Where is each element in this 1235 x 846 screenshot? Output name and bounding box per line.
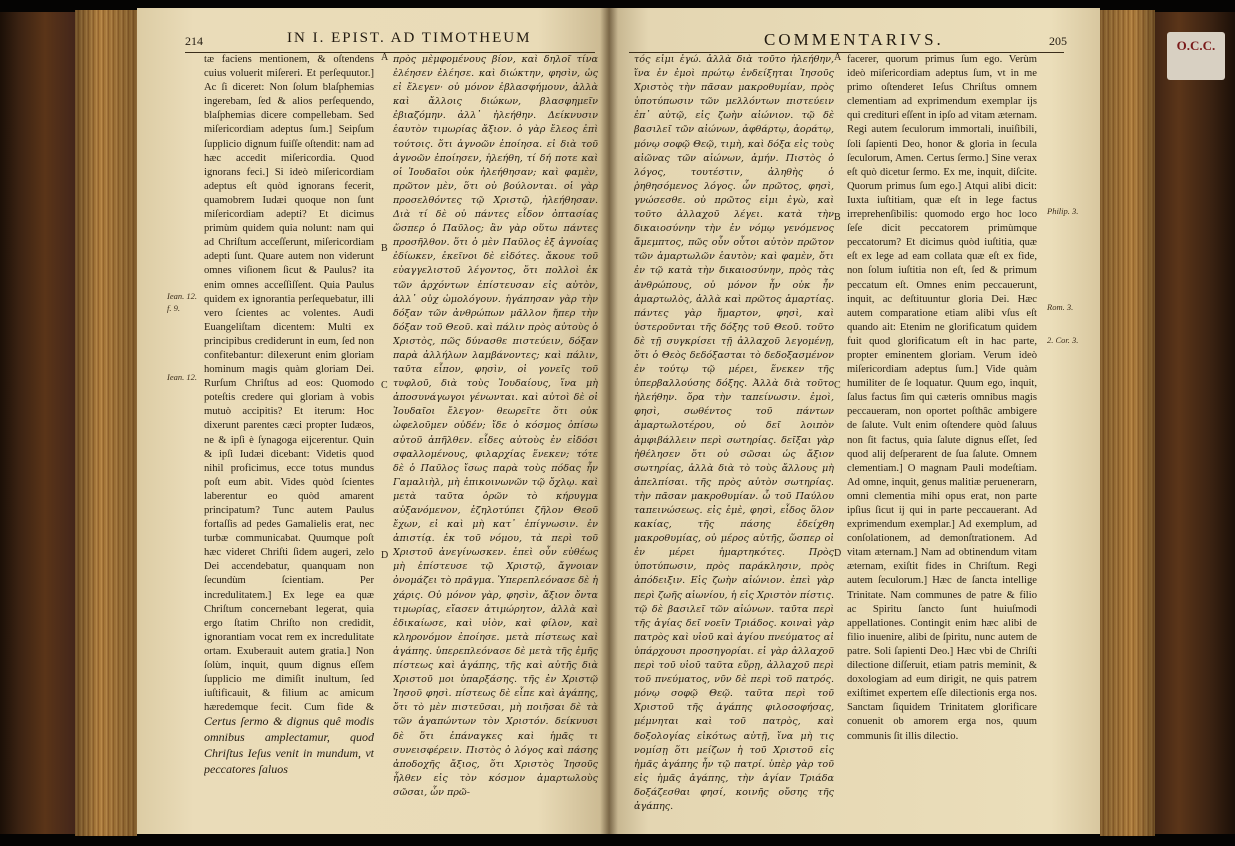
greek-column [634,53,834,818]
margin-note: f. 9. [167,303,180,313]
latin-closing-text: Certus ſermo & dignus quê modis omnibus amplectamur, quod Chriſtus Ieſus venit in mundum, vt peccatores ſaluos [204,714,374,776]
section-letter-a: A [381,52,389,63]
left-page [137,8,609,834]
section-letter-a: A [834,52,842,63]
right-page [609,8,1100,834]
latin-column [847,53,1037,823]
page-number: 214 [185,34,203,48]
left-edge-shade [75,10,137,836]
running-head: COMMENTARIVS. [764,30,944,49]
section-letter-c: C [381,380,388,391]
margin-note: 2. Cor. 3. [1047,335,1079,345]
right-cover-board [1155,12,1235,834]
shelf-label: O.C.C. [1167,32,1225,80]
page-number: 205 [1049,34,1067,48]
section-letter-b: B [381,243,388,254]
right-edge-shade [1100,10,1155,836]
book-gutter [600,8,618,834]
greek-column [393,53,598,818]
greek-text: τός εἰμι ἐγώ. ἀλλὰ διὰ τοῦτο ἠλεήθην, ἵνα ἐν ἐμοὶ πρώτῳ ἐνδείξηται Ἰησοῦς Χριστὸς τὴν πᾶσαν μακροθυμίαν, πρὸς ὑποτύπωσιν τῶν μελλόντων πιστεύειν ἐπ᾽ αὐτῷ, εἰς ζωὴν αἰώνιον. τῷ δὲ βασιλεῖ τῶν αἰώνων, ἀφθάρτῳ, ἀοράτῳ, μόνῳ σοφῷ Θεῷ, τιμὴ, καὶ δόξα εἰς τοὺς αἰῶνας τῶν αἰώνων, ἀμήν. Πιστὸς ὁ λόγος, τουτέστιν, ἀληθὴς ὁ ῥηθησόμενος λόγος. ὧν πρῶτος, φησὶ, γνώσεσθε. οὐ πρῶτος εἰμι ἐγὼ, καὶ τοῦτο ἀλλαχοῦ λέγει. κατὰ τὴν δικαιοσύνην τὴν ἐν νόμῳ γενόμενος ἄμεμπτος, πῶς οὖν οὗτοι αὐτὸν πρῶτον τῶν ἁμαρτωλῶν ἑαυτὸν; καὶ φαμὲν, ὅτι ἐν τῷ κατὰ τὴν δικαιοσύνην, πρὸς τὰς ἀνθρώπους, οὐ μόνον ἦν οὐκ ἦν ἁμαρτωλὸς, ἀλλὰ καὶ πρῶτος ἁμαρτίας. πάντες γὰρ ἥμαρτον, φησὶ, καὶ ὑστεροῦνται τῆς δόξης τοῦ Θεοῦ. τοῦτο δὲ τῇ συγκρίσει τῇ ἀλλαχοῦ λεγομένῃ, ὅτι ὁ Θεὸς δεδόξασται τὸ δεδοξασμένον ἐν τούτῳ τῷ μέρει, ἕνεκεν τῆς ὑπερβαλλούσης δόξης. Ἀλλὰ διὰ τοῦτο ἠλεήθην. ὅρα τὴν ταπείνωσιν. ἐμοὶ, φησὶ, σωθέντος τοῦ πάντων ἁμαρτωλοτέρου, οὐ δεῖ λοιπὸν ἀμφιβάλλειν περὶ σωτηρίας. δεῖξαι γὰρ ἠθέλησεν ὅτι οὐ σῶσαι ὡς ἄξιον σωτηρίας, ἀλλὰ διὰ τὸ τοὺς ἄλλους μὴ ἀπελπίσαι. τῆς πρὸς αὐτὸν σωτηρίας. τὴν πᾶσαν μακροθυμίαν. ὦ τοῦ Παύλου ταπεινώσεως. εἰς ἐμὲ, φησὶ, εἶδος ὅλον κακίας, τῆς πάσης ἐδείχθη μακροθυμίας, οὐ μέρος αὐτῆς, ὥσπερ οἱ ἐν μέρει ἡμαρτηκότες. Πρὸς ὑποτύπωσιν, πρὸς παράκλησιν, πρὸς ἀπόδειξιν. Εἰς ζωὴν αἰώνιον. ἐπεὶ γὰρ περὶ ζωῆς αἰωνίου, ἡ εἰς Χριστὸν πίστις. τῷ δὲ βασιλεῖ τῶν αἰώνων. ταῦτα περὶ τῆς ἁγίας δεῖ νοεῖν Τριάδος. κοιναὶ γὰρ πατρὸς καὶ υἱοῦ καὶ ἁγίου πνεύματος αἱ ὑπάρχουσι προσηγορίαι. εἰ γὰρ ἀλλαχοῦ περὶ τοῦ υἱοῦ ταῦτα εὕρῃ, ἀλλαχοῦ περὶ τοῦ πνεύματος, νῦν δὲ περὶ τοῦ πατρός. μόνῳ σοφῷ Θεῷ. ταῦτα περὶ τοῦ Χριστοῦ τῆς ἀγάπης φιλοσοφήσας, μέμνηται καὶ τοῦ πατρὸς, καὶ δοξολογίας εἰκότως αὐτῇ, ἵνα μὴ τις νομίσῃ ὅτι μείζων ἡ τοῦ Χριστοῦ εἰς ἡμᾶς ἀγάπης ἦν τῷ πατρί. ὑπὲρ γὰρ τοῦ εἰς ἡμᾶς ἀγάπης, τὴν ἁγίαν Τριάδα δοξάζεσθαι φησί, κοινῆς οὔσης τῆς ἀγάπης. [634,54,834,812]
latin-text: tæ faciens mentionem, & oſtendens cuius voluerit miſereri. Et perſequutor.] Ac ſi diceret: Non ſolum blaſphemias ingerebam, ſed & alios perſequendo, blaſphemias dicere compellebam. Sed miſericordiam adeptus ſum.] Seipſum ſupplicio dignum fuiſſe oſtendit: nam ad hæc accedit miſericordia. Quod ignorans feci.] Si ideò miſericordiam adeptus eſt quòd ignorans fecerit, quamobrem Iudæi quoque non ſunt miſericordiam adepti? Et dicimus primùm quidem quia nolunt: nam qui ad Chriſtum acceſſerunt, miſericordiam adepti ſunt. Quare autem non viderunt omnes viſionem ſicut & Paulus? ita enim omnes acceſſiſſent. Quia Paulus quidem ex ignorantia perſequebatur, illi vero ſcientes ac volentes. Audi Euangeliſtam dicentem: Multi ex principibus crediderunt in eum, ſed non confitebantur: dilexerunt enim gloriam hominum magis quàm gloriam Dei. Rurſum Chriſtus ad eos: Quomodo poteſtis credere qui gloriam à vobis mutuò accipitis? Et iterum: Hoc dixerunt parentes cæci propter Iudæos, ne & ipſi è ſynagoga eijcerentur. Quin & ipſi Iudæi dicebant: Videtis quod nihil proficimus, ecce totus mundus poſt eum abit. Vides quòd ſcientes laberentur eo quòd amarent principatum? Tunc autem Paulus fortaſſis ad pedes Gamalielis erat, nec turbæ communicabat. Quumque poſt hæc videret Chriſti ſidem augeri, zelo Dei accendebatur, quanquam non ſecundùm ſcientiam. Per incredulitatem.] Ex lege ea quæ Chriſtum concernebant legerat, quia ergo ſtatim Chriſto non credidit, ignorantiam vocat rem ex incredulitate ortam. Exuberauit autem gratia.] Non ſolùm, inquit, quum dignus eſſem ſupplicio me dimiſit inultum, ſed iuſtificauit, & filium ac amicum hæredemque fecit. Cum fide & [204,54,374,713]
latin-text: facerer, quorum primus ſum ego. Verùm ideò miſericordiam adeptus ſum, vt in me primo oſtenderet Ieſus Chriſtus omnem clementiam ad exprimendum exemplar ijs qui credituri eſſent in ipſo ad vitam æternam. Regi autem ſeculorum immortali, inuiſibili, ſoli ſapienti Deo, honor & gloria in ſecula ſeculorum, Amen. Certus ſermo.] Sine verax eſt quò dicetur ſermo. Ex me, inquit, diſcite. Quorum primus ſum ego.] Atqui alibi dicit: Iuxta iuſtitiam, quæ eſt in lege factus irreprehenſibilis: quomodo ergo hoc loco ſeſe dicit peccatorem primùmque peccatorum? Et dicimus quòd iuſtitia, quæ eſt ex lege ad eam collata quæ eſt ex fide, non ſolum iuſtitia non eſt, ſed & primum peccatum eſt. Omnes enim peccauerunt, inquit, ac deſtituuntur gloria Dei. Hæc autem comparatione etiam alibi vſus eſt quando ait: Etenim ne glorificatum quidem fuit quod glorificatum eſt in hac parte, propter eminentem gloriam. Verum ideò miſericordiam adeptus ſum.] Vide quàm humiliter de ſe loquatur. Quum ego, inquit, ſalus factus ſim qui cæteris omnibus magis peccaueram, non oportet poſthâc ambigere de ſalute. Vult enim oſtendere quòd ſaluus non ſit factus, quia ſalute dignus eſſet, ſed quod alij deſperarent de ſua ſalute. Omnem clementiam.] O magnam Pauli modeſtiam. Ad omne, inquit, genus malitiæ peruenerarn, omni clementia mihi opus erat, non parte ipſius ſicut ij qui in parte peccauerant. Ad exprimendum exemplar.] Ad exemplum, ad conſolationem, ad demonſtrationem. Ad vitam æternam.] Nam ad obtinendum vitam æternam, exiſtit fides in Chriſtum. Regi autem ſeculorum.] Hæc de ſancta intellige Trinitate. Nam communes de patre & filio ac Spiritu ſancto ſunt huiuſmodi appellationes. Contingit enim hæc alibi de filio inuenire, alibi de ſpiritu, nunc autem de patre. Soli ſapienti Deo.] Hæc vbi de Chriſti dilectione diſſeruit, etiam patris meminit, & doxologiam ad eum dirigit, ne quis patrem exiſtimet expertem eſſe dilectionis erga nos. Sanctam ſiquidem Trinitatem glorificare conuenit ob amorem erga nos, quum communis ſit illis dilectio. [847,54,1037,742]
margin-note: Iean. 12. [167,291,197,301]
section-letter-b: B [834,212,841,223]
section-letter-d: D [381,550,389,561]
margin-note: Iean. 12. [167,372,197,382]
section-letter-c: C [834,380,841,391]
latin-closing [204,713,374,823]
latin-column [204,53,374,713]
running-head: IN I. EPIST. AD TIMOTHEUM [287,30,532,46]
left-cover-board [0,12,75,834]
margin-note: Philip. 3. [1047,206,1079,216]
section-letter-d: D [834,548,842,559]
margin-note: Rom. 3. [1047,302,1074,312]
greek-text: πρὸς μὲμφομένους βίον, καὶ δηλοῖ τίνα ἐλέησεν ἐλέησε. καὶ διώκτην, φησὶν, ὡς εἰ ἔλεγεν· οὐ μόνον ἐβλασφήμουν, ἀλλὰ καὶ ἄλλοις διώκων, βλασφημεῖν ἐβιαζόμην. ἀλλ᾽ ἠλεήθην. Δείκνυσιν ἑαυτὸν τιμωρίας ἄξιον. ὁ γὰρ ἔλεος ἐπὶ τούτοις. ὅτι ἀγνοῶν ἐποίησα. εἰ διὰ τοῦ ἀγνοῶν ἐποίησεν, ἠλεήθη, τί δή ποτε καὶ οἱ Ἰουδαῖοι οὐκ ἠλεήθησαν; καὶ φαμὲν, πρῶτον μὲν, ὅτι οὐ βούλονται. οἱ γὰρ προσελθόντες τῷ Χριστῷ, ἠλεήθησαν. Διὰ τί δὲ οὐ πάντες εἶδον ὀπτασίας ὥσπερ ὁ Παῦλος; ἂν γὰρ οὕτω πάντες προσῆλθον. ὅτι ὁ μὲν Παῦλος ἐξ ἀγνοίας ἐδίωκεν, ἐκεῖνοι δὲ εἰδότες. ἄκουε τοῦ εὐαγγελιστοῦ λέγοντος, ὅτι πολλοὶ ἐκ τῶν ἀρχόντων ἐπίστευσαν εἰς αὐτὸν, ἀλλ᾽ οὐχ ὡμολόγουν. ἠγάπησαν γὰρ τὴν δόξαν τῶν ἀνθρώπων μᾶλλον ἤπερ τὴν δόξαν τοῦ Θεοῦ. καὶ πάλιν πρὸς αὐτοὺς ὁ Χριστὸς, πῶς δύνασθε πιστεύειν, δόξαν παρὰ ἀλλήλων λαμβάνοντες; καὶ πάλιν, ταῦτα εἶπον, φησὶν, οἱ γονεῖς τοῦ τυφλοῦ, διὰ τοὺς Ἰουδαίους, ἵνα μὴ ἀποσυνάγωγοι γένωνται. καὶ αὐτοὶ δὲ οἱ Ἰουδαῖοι ἔλεγον· θεωρεῖτε ὅτι οὐκ ὠφελοῦμεν οὐδέν; ἴδε ὁ κόσμος ὀπίσω αὐτοῦ ἀπῆλθεν. εἶδες αὐτοὺς ἐν εἰδόσι σφαλλομένους, φιλαρχίας ἕνεκεν; τότε δὲ ὁ Παῦλος ἴσως παρὰ τοὺς πόδας ἦν Γαμαλιὴλ, μὴ ἐπικοινωνῶν τῷ ὄχλῳ. καὶ μετὰ ταῦτα ὁρῶν τὸ κήρυγμα αὐξανόμενον, ἐζηλοτύπει ζῆλον Θεοῦ ἔχων, εἰ καὶ μὴ κατ᾽ ἐπίγνωσιν. ἐν ἀπιστίᾳ. ἐκ τοῦ νόμου, τὰ περὶ τοῦ Χριστοῦ ἀνεγίνωσκεν. ἐπεὶ οὖν εὐθέως μὴ ἐπίστευσε τῷ Χριστῷ, ἄγνοιαν ὀνομάζει τὸ πρᾶγμα. Ὑπερεπλεόνασε δὲ ἡ χάρις. Οὐ μόνον γὰρ, φησὶν, ἄξιον ὄντα τιμωρίας, εἴασεν ἀτιμώρητον, ἀλλὰ καὶ ἐδικαίωσε, καὶ υἱὸν, καὶ φίλον, καὶ κληρονόμον ἐποίησε. μετὰ πίστεως καὶ ἀγάπης. ὑπερεπλεόνασε δὲ μετὰ τῆς ἐμῆς πίστεως καὶ ἀγάπης, τῆς καὶ αὐτῆς διὰ Χριστοῦ μοι ὑπαρξάσης. τῆς ἐν Χριστῷ Ἰησοῦ φησὶ. πίστεως δὲ εἶπε καὶ ἀγάπης, ὅτι τὸ μὲν πιστεῦσαι, μὴ ποιῆσαι δὲ τὰ τῶν ἀγαπώντων τὸν Χριστόν. δείκνυσι δὲ ὅτι ἐπάναγκες καὶ ἡμᾶς τι συνεισφέρειν. Πιστὸς ὁ λόγος καὶ πάσης ἀποδοχῆς ἄξιος, ὅτι Χριστὸς Ἰησοῦς ἦλθεν εἰς τὸν κόσμον ἁμαρτωλοὺς σῶσαι, ὧν πρῶ- [393,54,598,798]
